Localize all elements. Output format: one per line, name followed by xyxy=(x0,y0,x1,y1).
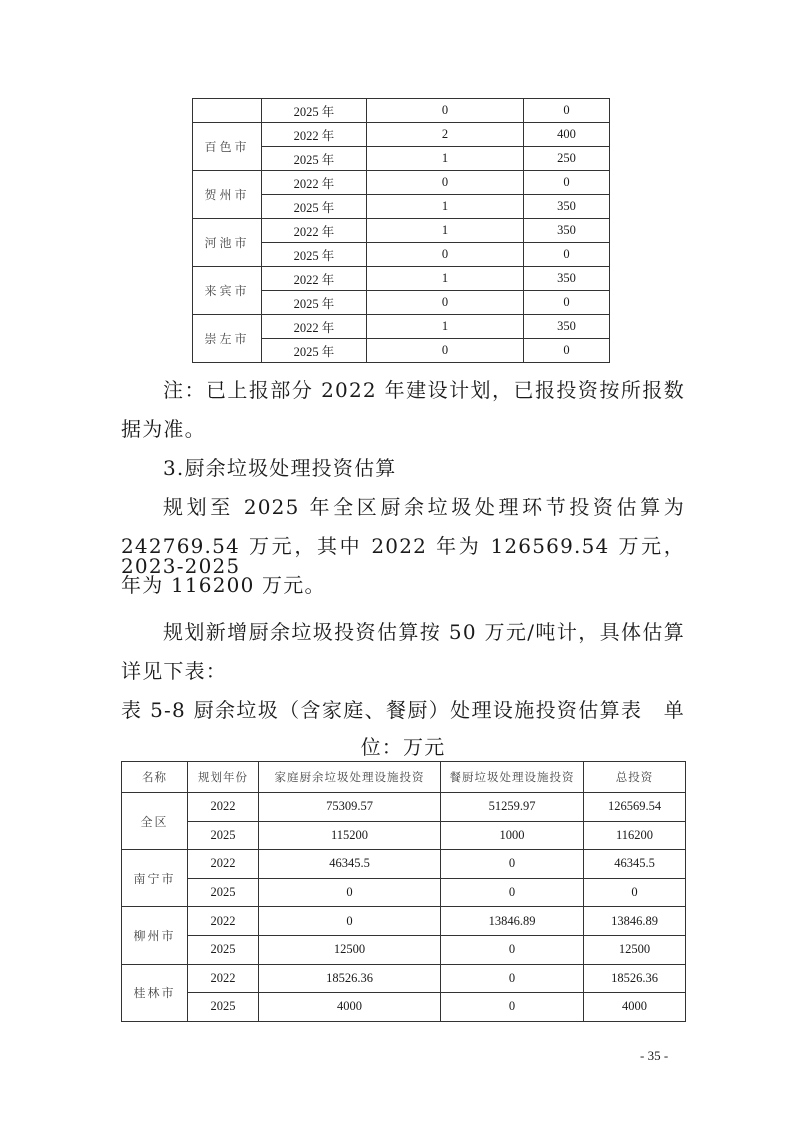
household-cell: 0 xyxy=(259,878,441,907)
investment-cell: 400 xyxy=(524,123,610,147)
table-row xyxy=(122,935,686,964)
header-total: 总投资 xyxy=(584,762,686,793)
total-cell: 46345.5 xyxy=(584,850,686,879)
header-year: 规划年份 xyxy=(188,762,259,793)
region-name: 南宁市 xyxy=(122,850,188,907)
count-cell: 0 xyxy=(367,339,524,363)
total-cell: 116200 xyxy=(584,821,686,850)
investment-cell: 0 xyxy=(524,171,610,195)
city-name: 百色市 xyxy=(193,123,262,171)
investment-cell: 0 xyxy=(524,99,610,123)
count-cell: 0 xyxy=(367,99,524,123)
paragraph-2-line-2: 详见下表： xyxy=(121,659,227,683)
household-cell: 46345.5 xyxy=(259,850,441,879)
restaurant-cell: 0 xyxy=(441,964,584,993)
household-cell: 75309.57 xyxy=(259,793,441,822)
household-cell: 4000 xyxy=(259,993,441,1022)
table-row xyxy=(122,878,686,907)
count-cell: 1 xyxy=(367,195,524,219)
table-row xyxy=(122,993,686,1022)
investment-cell: 0 xyxy=(524,339,610,363)
table-row xyxy=(193,123,610,147)
count-cell: 1 xyxy=(367,219,524,243)
paragraph-2-line-1: 规划新增厨余垃圾投资估算按 50 万元/吨计，具体估算 xyxy=(163,620,685,644)
count-cell: 0 xyxy=(367,291,524,315)
household-cell: 12500 xyxy=(259,935,441,964)
year-cell: 2022 年 xyxy=(262,219,367,243)
restaurant-cell: 0 xyxy=(441,935,584,964)
investment-cell: 350 xyxy=(524,315,610,339)
total-cell: 13846.89 xyxy=(584,907,686,936)
year-cell: 2022 年 xyxy=(262,267,367,291)
total-cell: 12500 xyxy=(584,935,686,964)
count-cell: 1 xyxy=(367,267,524,291)
year-cell: 2022 年 xyxy=(262,171,367,195)
year-cell: 2025 年 xyxy=(262,243,367,267)
year-cell: 2022 xyxy=(188,850,259,879)
year-cell: 2022 xyxy=(188,793,259,822)
count-cell: 0 xyxy=(367,171,524,195)
kitchen-waste-investment-table xyxy=(121,761,686,1022)
year-cell: 2025 xyxy=(188,821,259,850)
table-row xyxy=(122,907,686,936)
header-household: 家庭厨余垃圾处理设施投资 xyxy=(259,762,441,793)
year-cell: 2022 年 xyxy=(262,123,367,147)
table-row xyxy=(193,99,610,123)
restaurant-cell: 51259.97 xyxy=(441,793,584,822)
table-caption-line-2: 位：万元 xyxy=(360,735,446,759)
region-name: 桂林市 xyxy=(122,964,188,1021)
restaurant-cell: 0 xyxy=(441,878,584,907)
table-header-row xyxy=(122,762,686,793)
count-cell: 0 xyxy=(367,243,524,267)
restaurant-cell: 0 xyxy=(441,993,584,1022)
table-row xyxy=(193,315,610,339)
header-restaurant: 餐厨垃圾处理设施投资 xyxy=(441,762,584,793)
total-cell: 4000 xyxy=(584,993,686,1022)
year-cell: 2025 年 xyxy=(262,339,367,363)
city-name: 来宾市 xyxy=(193,267,262,315)
year-cell: 2025 年 xyxy=(262,99,367,123)
city-name xyxy=(193,99,262,123)
table-row xyxy=(122,793,686,822)
count-cell: 2 xyxy=(367,123,524,147)
header-name: 名称 xyxy=(122,762,188,793)
table-caption-line-1: 表 5-8 厨余垃圾（含家庭、餐厨）处理设施投资估算表 单 xyxy=(121,698,685,722)
investment-cell: 350 xyxy=(524,195,610,219)
investment-cell: 250 xyxy=(524,147,610,171)
investment-cell: 0 xyxy=(524,291,610,315)
table-row xyxy=(193,219,610,243)
year-cell: 2025 xyxy=(188,935,259,964)
year-cell: 2022 xyxy=(188,964,259,993)
restaurant-cell: 1000 xyxy=(441,821,584,850)
city-name: 河池市 xyxy=(193,219,262,267)
note-line-1: 注：已上报部分 2022 年建设计划，已报投资按所报数 xyxy=(163,378,685,402)
year-cell: 2025 年 xyxy=(262,195,367,219)
year-cell: 2025 年 xyxy=(262,147,367,171)
year-cell: 2022 xyxy=(188,907,259,936)
region-name: 全区 xyxy=(122,793,188,850)
count-cell: 1 xyxy=(367,315,524,339)
note-line-2: 据为准。 xyxy=(121,417,206,441)
household-cell: 18526.36 xyxy=(259,964,441,993)
count-cell: 1 xyxy=(367,147,524,171)
household-cell: 115200 xyxy=(259,821,441,850)
city-name: 贺州市 xyxy=(193,171,262,219)
table-row xyxy=(193,267,610,291)
table-row xyxy=(193,171,610,195)
restaurant-cell: 0 xyxy=(441,850,584,879)
section-heading: 3.厨余垃圾处理投资估算 xyxy=(163,456,397,480)
page-number: - 35 - xyxy=(640,1048,669,1063)
investment-cell: 350 xyxy=(524,267,610,291)
total-cell: 126569.54 xyxy=(584,793,686,822)
paragraph-1-line-3: 年为 116200 万元。 xyxy=(121,573,326,597)
restaurant-cell: 13846.89 xyxy=(441,907,584,936)
year-cell: 2025 xyxy=(188,993,259,1022)
table-row xyxy=(122,850,686,879)
city-name: 崇左市 xyxy=(193,315,262,363)
table-row xyxy=(122,821,686,850)
paragraph-1-line-2: 242769.54 万元，其中 2022 年为 126569.54 万元，2023-2025 xyxy=(121,534,685,578)
year-cell: 2022 年 xyxy=(262,315,367,339)
year-cell: 2025 xyxy=(188,878,259,907)
investment-cell: 0 xyxy=(524,243,610,267)
region-name: 柳州市 xyxy=(122,907,188,964)
year-cell: 2025 年 xyxy=(262,291,367,315)
paragraph-1-line-1: 规划至 2025 年全区厨余垃圾处理环节投资估算为 xyxy=(163,495,685,519)
total-cell: 18526.36 xyxy=(584,964,686,993)
investment-cell: 350 xyxy=(524,219,610,243)
table-row xyxy=(122,964,686,993)
total-cell: 0 xyxy=(584,878,686,907)
facility-table-continued xyxy=(192,98,610,363)
household-cell: 0 xyxy=(259,907,441,936)
